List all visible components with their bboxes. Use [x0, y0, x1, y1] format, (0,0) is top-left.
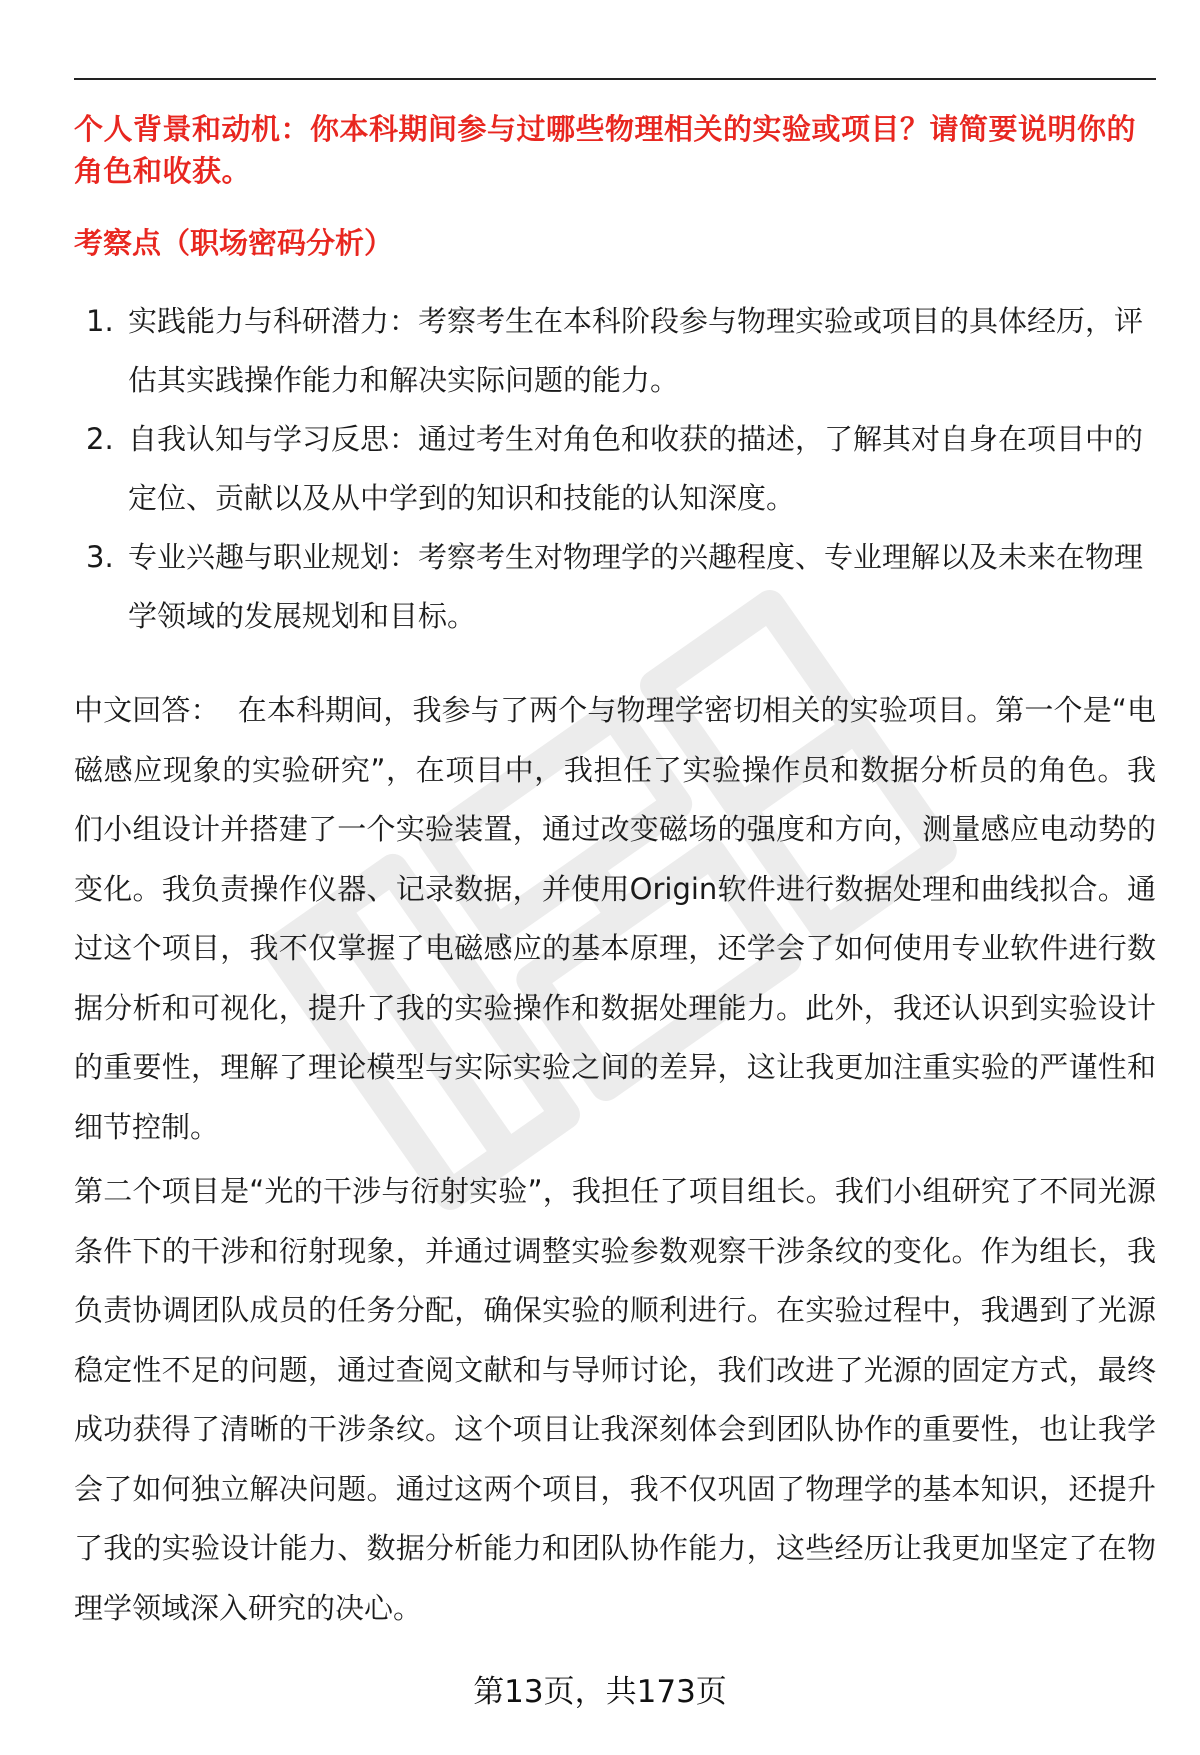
section-heading: 考察点（职场密码分析）: [74, 226, 394, 260]
page-number: 第13页，共173页: [473, 1674, 727, 1710]
assessment-points-list: [74, 292, 1156, 646]
list-item-number: 1.: [86, 304, 114, 338]
answer-label: 中文回答：: [74, 693, 220, 727]
answer-paragraph-1: [74, 681, 1156, 1157]
list-item-number: 3.: [86, 540, 114, 574]
top-rule: [74, 78, 1156, 80]
list-item-text: 自我认知与学习反思：通过考生对角色和收获的描述，了解其对自身在项目中的定位、贡献以及从中学到的知识和技能的认知深度。: [128, 422, 1144, 515]
question-title: 个人背景和动机：你本科期间参与过哪些物理相关的实验或项目？请简要说明你的角色和收获。: [74, 112, 1137, 188]
list-item: [74, 292, 1156, 410]
list-item: [74, 410, 1156, 528]
list-item-text: 专业兴趣与职业规划：考察考生对物理学的兴趣程度、专业理解以及未来在物理学领域的发展规划和目标。: [128, 540, 1144, 633]
list-item: [74, 528, 1156, 646]
answer-paragraph-2: 第二个项目是“光的干涉与衍射实验”，我担任了项目组长。我们小组研究了不同光源条件下的干涉和衍射现象，并通过调整实验参数观察干涉条纹的变化。作为组长，我负责协调团队成员的任务分配，确保实验的顺利进行。在实验过程中，我遇到了光源稳定性不足的问题，通过查阅文献和与导师讨论，我们改进了光源的固定方式，最终成功获得了清晰的干涉条纹。这个项目让我深刻体会到团队协作的重要性，也让我学会了如何独立解决问题。通过这两个项目，我不仅巩固了物理学的基本知识，还提升了我的实验设计能力、数据分析能力和团队协作能力，这些经历让我更加坚定了在物理学领域深入研究的决心。: [74, 1174, 1156, 1625]
list-item-text: 实践能力与科研潜力：考察考生在本科阶段参与物理实验或项目的具体经历，评估其实践操作能力和解决实际问题的能力。: [128, 304, 1144, 397]
answer-text-1: 在本科期间，我参与了两个与物理学密切相关的实验项目。第一个是“电磁感应现象的实验研究”，在项目中，我担任了实验操作员和数据分析员的角色。我们小组设计并搭建了一个实验装置，通过改变磁场的强度和方向，测量感应电动势的变化。我负责操作仪器、记录数据，并使用Origin软件进行数据处理和曲线拟合。通过这个项目，我不仅掌握了电磁感应的基本原理，还学会了如何使用专业软件进行数据分析和可视化，提升了我的实验操作和数据处理能力。此外，我还认识到实验设计的重要性，理解了理论模型与实际实验之间的差异，这让我更加注重实验的严谨性和细节控制。: [74, 693, 1156, 1144]
list-item-number: 2.: [86, 422, 114, 456]
